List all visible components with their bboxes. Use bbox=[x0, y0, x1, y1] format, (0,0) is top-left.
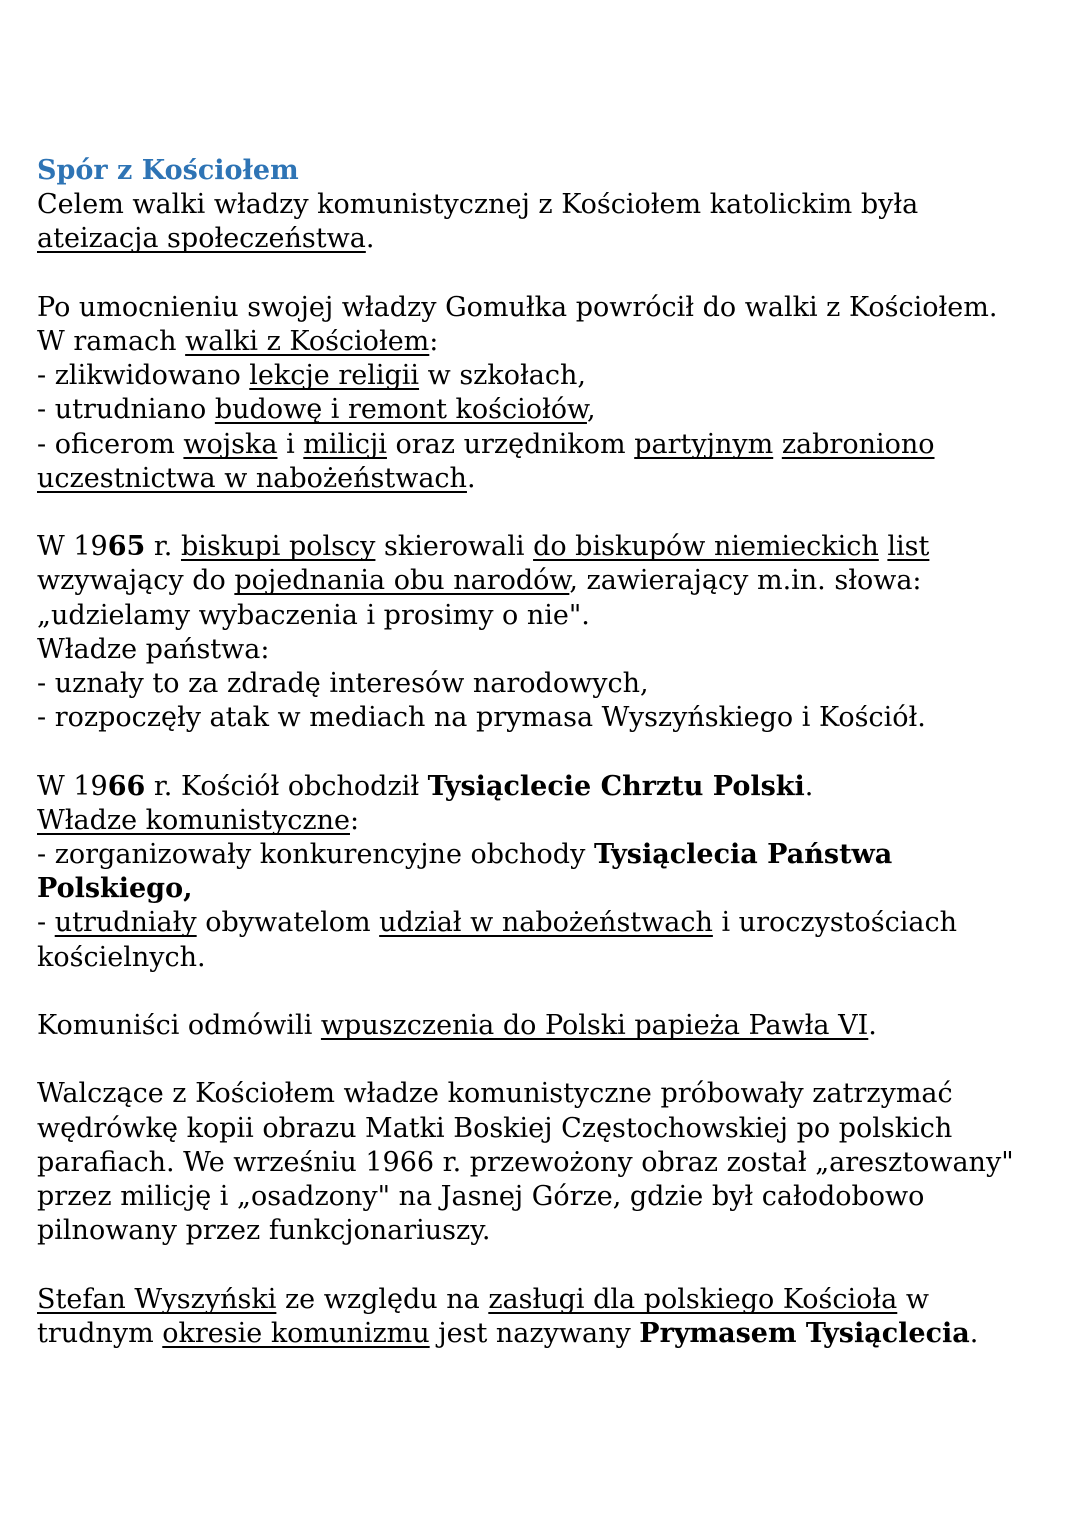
text-segment: Władze państwa: bbox=[37, 633, 270, 665]
text-segment: jest nazywany bbox=[429, 1317, 640, 1349]
text-line bbox=[37, 325, 1073, 359]
text-segment: W ramach bbox=[37, 326, 186, 357]
bold-text: Prymasem Tysiąclecia bbox=[639, 1317, 970, 1349]
text-line bbox=[37, 1077, 1073, 1111]
paragraph-bishops-letter-1965 bbox=[37, 530, 1073, 735]
text-segment: , zawierający m.in. słowa: bbox=[569, 565, 922, 597]
paragraph-primate-of-millennium bbox=[37, 1283, 1073, 1351]
underlined-text: okresie komunizmu bbox=[162, 1317, 430, 1349]
bold-text: Polskiego, bbox=[37, 873, 193, 905]
text-segment bbox=[773, 429, 782, 460]
document-content bbox=[37, 154, 1073, 1351]
text-segment: r. bbox=[145, 531, 181, 563]
underlined-text: do biskupów niemieckich bbox=[533, 531, 879, 563]
text-segment: . bbox=[868, 1010, 877, 1042]
underlined-text: wojska bbox=[183, 428, 278, 460]
text-segment: - oficerom bbox=[37, 428, 184, 460]
list-item bbox=[37, 701, 1073, 735]
text-line bbox=[37, 564, 1073, 598]
underlined-text: walki z Kościołem bbox=[185, 326, 430, 357]
underlined-text: milicji bbox=[303, 428, 387, 460]
bold-text: 65 bbox=[107, 531, 146, 563]
text-line bbox=[37, 633, 1073, 667]
bold-text: Tysiąclecie Chrztu Polski bbox=[427, 770, 805, 802]
text-segment: - utrudniano bbox=[37, 394, 215, 426]
underlined-text: Stefan Wyszyński bbox=[37, 1283, 277, 1315]
text-line bbox=[37, 530, 1073, 564]
text-segment: . bbox=[804, 770, 814, 802]
underlined-text: wpuszczenia do Polski papieża Pawła VI bbox=[320, 1010, 869, 1042]
text-segment: , bbox=[586, 394, 596, 426]
underlined-text: ateizacja społeczeństwa bbox=[37, 223, 366, 255]
text-line bbox=[37, 804, 1073, 838]
underlined-text: pojednania obu narodów bbox=[234, 565, 570, 597]
text-line bbox=[37, 1317, 1073, 1351]
underlined-text: udział w nabożeństwach bbox=[379, 907, 713, 939]
text-line bbox=[37, 1112, 1073, 1146]
underlined-text: zabroniono bbox=[781, 428, 935, 460]
text-segment: wędrówkę kopii obrazu Matki Boskiej Częstochowskiej po polskich bbox=[37, 1112, 953, 1144]
bold-text: Tysiąclecia Państwa bbox=[593, 839, 893, 871]
text-segment: w szkołach, bbox=[419, 360, 586, 392]
text-segment: parafiach. We wrześniu 1966 r. przewożony obraz został „aresztowany" bbox=[37, 1146, 1014, 1178]
text-line bbox=[37, 1180, 1073, 1214]
text-segment: - zlikwidowano bbox=[37, 360, 250, 392]
list-item bbox=[37, 667, 1073, 701]
underlined-text: biskupi polscy bbox=[180, 531, 376, 563]
text-line bbox=[37, 291, 1073, 325]
text-line bbox=[37, 1214, 1073, 1248]
underlined-text: partyjnym bbox=[634, 428, 774, 460]
text-segment: Komuniści odmówili bbox=[37, 1010, 321, 1042]
text-line bbox=[37, 1009, 1073, 1043]
list-item bbox=[37, 428, 1073, 462]
text-line bbox=[37, 222, 1073, 256]
text-segment: wzywający do bbox=[37, 565, 235, 597]
text-segment: „udzielamy wybaczenia i prosimy o nie". bbox=[37, 599, 590, 631]
quote-line bbox=[37, 599, 1073, 633]
paragraph-atheization-goal bbox=[37, 188, 1073, 256]
underlined-text: budowę i remont kościołów bbox=[214, 394, 587, 426]
list-item bbox=[37, 393, 1073, 427]
text-segment: - uznały to za zdradę interesów narodowych, bbox=[37, 668, 649, 700]
text-line bbox=[37, 770, 1073, 804]
text-segment: pilnowany przez funkcjonariuszy. bbox=[37, 1215, 491, 1247]
text-segment: . bbox=[365, 223, 375, 255]
text-segment: obywatelom bbox=[196, 907, 380, 939]
text-segment: oraz urzędnikom bbox=[386, 428, 635, 460]
text-segment: przez milicję i „osadzony" na Jasnej Górze, gdzie był całodobowo bbox=[37, 1181, 925, 1213]
list-item bbox=[37, 838, 1073, 872]
text-segment: w bbox=[897, 1283, 929, 1315]
text-line bbox=[37, 462, 1073, 496]
text-segment: - zorganizowały konkurencyjne obchody bbox=[37, 839, 594, 871]
text-line bbox=[37, 188, 1073, 222]
text-segment: - rozpoczęły atak w mediach na prymasa Wyszyńskiego i Kościół. bbox=[37, 702, 926, 734]
underlined-text: list bbox=[887, 531, 930, 563]
text-line bbox=[37, 1146, 1073, 1180]
text-segment: W 19 bbox=[37, 770, 108, 802]
text-segment: Po umocnieniu swojej władzy Gomułka powrócił do walki z Kościołem. bbox=[37, 291, 998, 323]
list-item bbox=[37, 906, 1073, 940]
text-segment: : bbox=[429, 326, 439, 357]
text-segment: i bbox=[277, 428, 304, 460]
underlined-text: lekcje religii bbox=[249, 360, 420, 392]
text-segment: W 19 bbox=[37, 531, 108, 563]
paragraph-pope-paul-vi bbox=[37, 1009, 1073, 1043]
text-segment: Walczące z Kościołem władze komunistyczne próbowały zatrzymać bbox=[37, 1078, 953, 1110]
text-segment: i uroczystościach bbox=[712, 907, 958, 939]
text-segment: . bbox=[466, 462, 476, 494]
text-segment: ze względu na bbox=[276, 1283, 489, 1315]
text-segment: r. Kościół obchodził bbox=[145, 770, 428, 802]
text-segment: - bbox=[37, 907, 55, 939]
paragraph-gomulka-measures bbox=[37, 291, 1073, 496]
list-item bbox=[37, 359, 1073, 393]
text-segment: skierowali bbox=[375, 531, 534, 563]
text-segment: trudnym bbox=[37, 1317, 163, 1349]
text-line bbox=[37, 872, 1073, 906]
bold-text: 66 bbox=[107, 770, 146, 802]
text-segment: kościelnych. bbox=[37, 941, 206, 973]
paragraph-millennium-1966 bbox=[37, 770, 1073, 975]
underlined-text: zasługi dla polskiego Kościoła bbox=[488, 1283, 898, 1315]
text-segment: : bbox=[349, 804, 360, 836]
underlined-text: utrudniały bbox=[54, 907, 197, 939]
underlined-text: Władze komunistyczne bbox=[37, 804, 350, 836]
text-line bbox=[37, 941, 1073, 975]
paragraph-icon-pilgrimage bbox=[37, 1077, 1073, 1248]
underlined-text: uczestnictwa w nabożeństwach bbox=[37, 462, 467, 494]
text-line bbox=[37, 1283, 1073, 1317]
text-segment: Celem walki władzy komunistycznej z Kościołem katolickim była bbox=[37, 189, 919, 221]
text-segment: . bbox=[969, 1317, 979, 1349]
section-title: Spór z Kościołem bbox=[37, 155, 299, 186]
